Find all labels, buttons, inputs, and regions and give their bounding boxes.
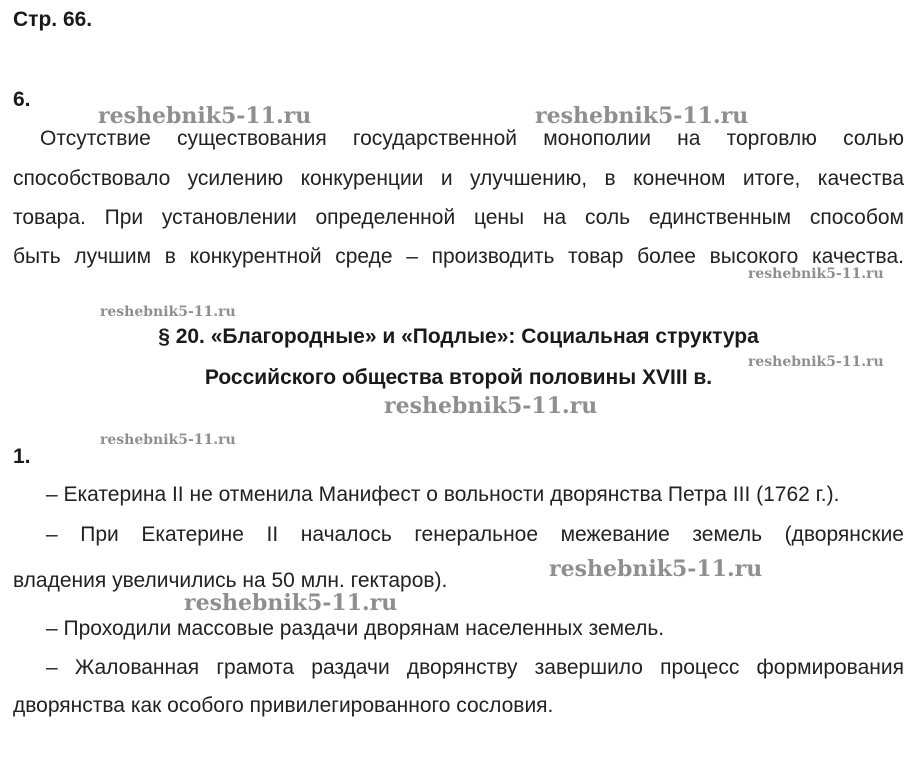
task-number-6: 6. — [13, 88, 31, 111]
watermark: reshebnik5-11.ru — [549, 556, 763, 582]
watermark: reshebnik5-11.ru — [100, 304, 236, 320]
section-title-line-2: Российского общества второй половины XVIII в. — [204, 366, 713, 389]
watermark: reshebnik5-11.ru — [748, 266, 884, 282]
task6-text-line-2: способствовало усилению конкуренции и улучшению, в конечном итоге, качества — [13, 167, 904, 190]
page-number-label: Стр. 66. — [13, 8, 93, 31]
watermark: reshebnik5-11.ru — [184, 590, 398, 616]
watermark: reshebnik5-11.ru — [748, 354, 884, 370]
task-number-1: 1. — [13, 445, 31, 468]
task1-item-1: – Екатерина II не отменила Манифест о вольности дворянства Петра III (1762 г.). — [46, 483, 840, 506]
task1-item-2-line-1: – При Екатерине II началось генеральное межевание земель (дворянские — [46, 523, 904, 546]
task6-text-line-1: Отсутствие существования государственной монополии на торговлю солью — [40, 127, 904, 150]
task6-text-line-4: быть лучшим в конкурентной среде – производить товар более высокого качества. — [13, 245, 904, 268]
watermark: reshebnik5-11.ru — [100, 432, 236, 448]
task1-item-4-line-1: – Жалованная грамота раздачи дворянству завершило процесс формирования — [46, 656, 904, 679]
task1-item-4-line-2: дворянства как особого привилегированного сословия. — [13, 694, 554, 717]
task1-item-3: – Проходили массовые раздачи дворянам населенных земель. — [46, 617, 665, 640]
watermark: reshebnik5-11.ru — [98, 103, 312, 129]
task6-text-line-3: товара. При установлении определенной цены на соль единственным способом — [13, 206, 904, 229]
watermark: reshebnik5-11.ru — [535, 103, 749, 129]
task1-item-2-line-2: владения увеличились на 50 млн. гектаров). — [13, 569, 448, 592]
watermark: reshebnik5-11.ru — [384, 393, 598, 419]
section-title-line-1: § 20. «Благородные» и «Подлые»: Социальная структура — [158, 325, 759, 348]
